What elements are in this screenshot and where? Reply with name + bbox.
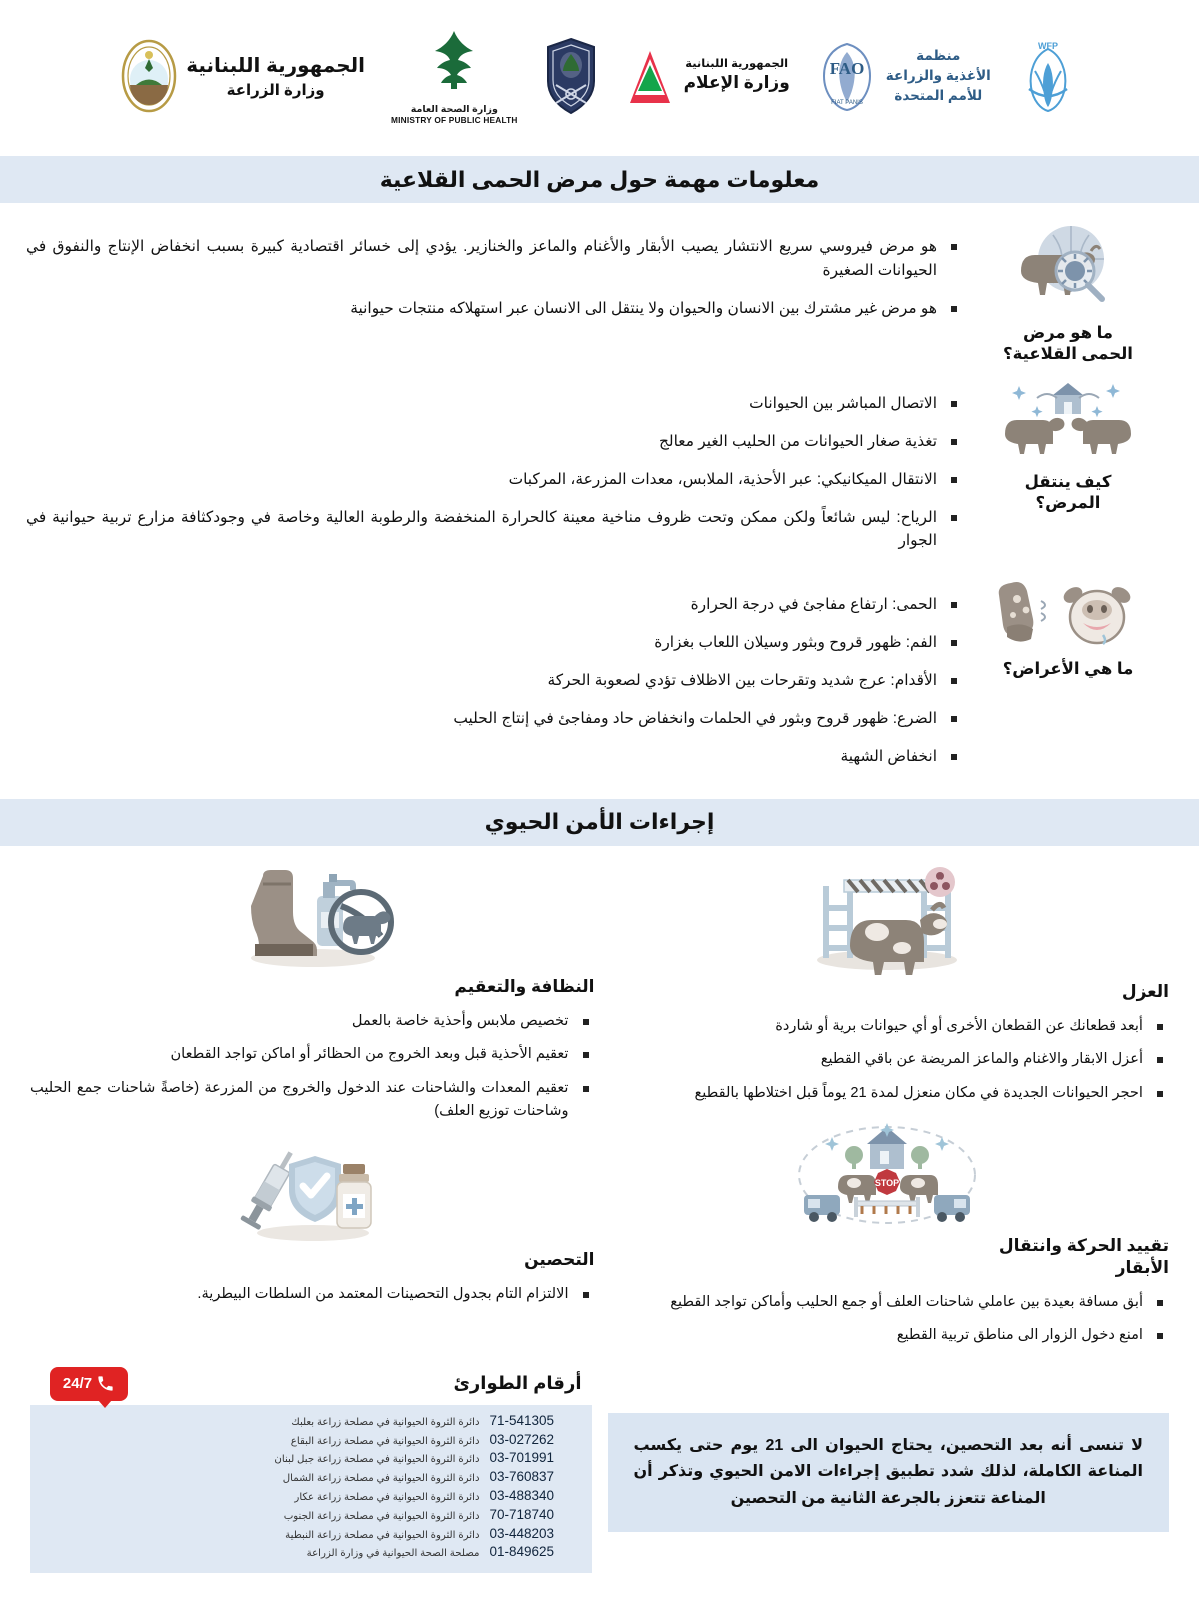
badge-24-7 [50,1367,128,1401]
bullet-item: الفم: ظهور قروح وبثور وسيلان اللعاب بغزارة [26,631,963,655]
biosecurity-section [0,846,1199,1363]
bio-head-vaccination [30,1138,595,1243]
bullet-item: الحمى: ارتفاع مفاجئ في درجة الحرارة [26,593,963,617]
security-shield-icon [544,37,598,115]
info-row-what-is-fmd [26,215,1173,366]
phone-department: دائرة الثروة الحيوانية في مصلحة زراعة الشمال [282,1473,480,1485]
footer-right-column [608,1367,1170,1532]
phone-number[interactable]: 03-701991 [489,1450,555,1466]
republic-label: الجمهورية اللبنانية [186,54,366,77]
bullet-item: الأقدام: عرج شديد وتقرحات بين الاظلاف تؤدي لصعوبة الحركة [26,669,963,693]
icon-col-transmission [963,372,1173,515]
biosecurity-right-column [605,860,1170,1363]
section1-banner [0,156,1199,203]
wfp-emblem-icon [1017,37,1079,115]
table-row [40,1507,582,1524]
phone-department: مصلحة الصحة الحيوانية في وزارة الزراعة [306,1548,480,1560]
bio-head-movement-restriction [605,1121,1170,1229]
bio-title-hygiene: النظافة والتعقيم [454,976,595,996]
phone-department: دائرة الثروة الحيوانية في مصلحة زراعة النبطية [285,1529,480,1541]
body-symptoms [26,573,963,782]
body-what-is-fmd [26,215,963,335]
body-transmission [26,372,963,567]
bio-block-movement-restriction [605,1121,1170,1347]
bullet-item: أعزل الابقار والاغنام والماعز المريضة عن باقي القطيع [605,1048,1170,1071]
bullet-item: احجر الحيوانات الجديدة في مكان منعزل لمدة 21 يوماً قبل اختلاطها بالقطيع [605,1082,1170,1105]
bullet-item: الاتصال المباشر بين الحيوانات [26,392,963,416]
two-cows-transmission-icon [993,376,1143,468]
bullet-item: الالتزام التام بجدول التحصينات المعتمد من السلطات البيطرية. [30,1283,595,1306]
bullet-item: امنع دخول الزوار الى مناطق تربية القطيع [605,1324,1170,1347]
bullet-item: تغذية صغار الحيوانات من الحليب الغير معالج [26,430,963,454]
svg-text:FAO: FAO [829,59,865,78]
svg-text:FIAT PANIS: FIAT PANIS [830,100,863,106]
bio-title-movement-restriction: تقييد الحركة وانتقال الأبقار [998,1235,1169,1277]
badge-24-7-label: 24/7 [62,1375,93,1393]
agriculture-ministry-label: وزارة الزراعة [226,81,325,99]
phone-department: دائرة الثروة الحيوانية في مصلحة زراعة عكار [294,1492,480,1504]
table-row [40,1413,582,1430]
table-row [40,1469,582,1486]
table-row [40,1488,582,1505]
biosecurity-left-column [30,860,595,1363]
bullet-item: تخصيص ملابس وأحذية خاصة بالعمل [30,1010,595,1033]
phone-number[interactable]: 03-760837 [489,1469,555,1485]
syringe-shield-vaccine-bottle-icon [225,1138,400,1243]
bio-block-vaccination [30,1138,595,1306]
phone-number[interactable]: 03-448203 [489,1525,555,1541]
bio-title-vaccination: التحصين [524,1250,595,1270]
caption-what-is-fmd: ما هو مرض الحمى القلاعية؟ [1003,324,1133,364]
icon-col-what-is-fmd [963,215,1173,366]
bio-head-hygiene [30,860,595,970]
bullet-item: الضرع: ظهور قروح وبثور في الحلمات وانخفاض حاد ومفاجئ في إنتاج الحليب [26,707,963,731]
hoof-and-mouth-lesions-icon [993,577,1143,655]
bullet-item: هو مرض غير مشترك بين الانسان والحيوان ولا ينتقل الى الانسان عبر استهلاكه منتجات حيوانية [26,297,963,321]
phone-department: دائرة الثروة الحيوانية في مصلحة زراعة جبل لبنان [274,1454,480,1466]
bullet-item: تعقيم الأحذية قبل وبعد الخروج من الحظائر أو اماكن تواجد القطعان [30,1043,595,1066]
logo-fao [816,38,991,114]
icon-col-symptoms [963,573,1173,680]
bullet-item: هو مرض فيروسي سريع الانتشار يصيب الأبقار والأغنام والماعز والخنازير. يؤدي إلى خسائر اقتصادية كبيرة بسبب انخفاض الإنتاج والنفوق في الحيوانات الصغيرة [26,235,963,283]
phone-department: دائرة الثروة الحيوانية في مصلحة زراعة الجنوب [283,1510,480,1522]
logo-ministry-of-information [624,45,790,107]
moph-english-label: MINISTRY OF PUBLIC HEALTH [391,115,518,125]
bio-block-isolation [605,860,1170,1105]
logo-lebanese-shield [544,37,598,115]
bio-block-hygiene [30,860,595,1123]
cow-in-fenced-pen-biohazard-icon [792,860,982,975]
bio-title-isolation: العزل [1121,981,1169,1001]
phone-number[interactable]: 01-849625 [489,1544,555,1560]
section2-title: إجراءات الأمن الحيوي [484,809,715,835]
disease-info-section [0,203,1199,795]
caption-symptoms: ما هي الأعراض؟ [1002,660,1134,679]
cedar-tree-health-icon [421,27,487,99]
table-row [40,1432,582,1449]
section1-title: معلومات مهمة حول مرض الحمى القلاعية [379,166,820,192]
table-row [40,1526,582,1543]
fao-emblem-icon [816,38,878,114]
wfp-acronym: WFP [1037,41,1058,51]
phone-department: دائرة الثروة الحيوانية في مصلحة زراعة بعلبك [291,1416,480,1428]
phone-number[interactable]: 03-027262 [489,1431,555,1447]
phone-icon [96,1374,115,1393]
bullet-item: الرياح: ليس شائعاً ولكن ممكن وتحت ظروف مناخية معينة كالحرارة المنخفضة والرطوبة العالية وخاصة في وجودكثافة مزارع تربية حيوانية في الجوار [26,506,963,554]
globe-cow-magnifier-virus-icon [993,219,1143,319]
vaccination-note-box: لا تنسى أنه بعد التحصين، يحتاج الحيوان الى 21 يوم حتى يكسب المناعة الكاملة، لذلك شدد تطبيق إجراءات الامن الحيوي وتذكر أن المناعة تتعزز بالجرعة الثانية من التحصين [608,1413,1170,1532]
farm-stop-sign-trucks-icon [792,1121,982,1229]
caption-transmission: كيف ينتقل المرض؟ [1024,472,1112,513]
table-row [40,1544,582,1561]
emergency-numbers-title: أرقام الطوارئ [453,1373,582,1394]
phone-department: دائرة الثروة الحيوانية في مصلحة زراعة البقاع [290,1435,480,1447]
footer-left-column [30,1367,592,1573]
bio-head-isolation [605,860,1170,975]
logo-ministry-of-public-health [391,27,518,125]
information-republic-label: الجمهورية اللبنانية [685,57,789,70]
bullet-item: الانتقال الميكانيكي: عبر الأحذية، الملابس، معدات المزرعة، المركبات [26,468,963,492]
lebanon-flag-cedar-icon [624,45,676,107]
table-row [40,1450,582,1467]
phone-number[interactable]: 71-541305 [489,1412,555,1428]
footer-section [0,1363,1199,1573]
phone-number[interactable]: 70-718740 [489,1506,555,1522]
boot-spray-no-cattle-icon [225,860,400,970]
info-row-transmission [26,372,1173,567]
section2-banner [0,799,1199,846]
info-row-symptoms [26,573,1173,782]
bullet-item: تعقيم المعدات والشاحنات عند الدخول والخروج من المزرعة (خاصةً شاحنات جمع الحليب وشاحنات توزيع العلف) [30,1077,595,1122]
logo-wfp [1017,37,1079,115]
partner-logo-bar [0,0,1199,152]
logo-ministry-of-agriculture [120,39,365,113]
lebanon-agriculture-crest-icon [120,39,178,113]
phone-number[interactable]: 03-488340 [489,1488,555,1504]
bullet-item: أبعد قطعانك عن القطعان الأخرى أو أي حيوانات برية أو شاردة [605,1015,1170,1038]
information-ministry-label: وزارة الإعلام [683,73,790,93]
svg-text:STOP: STOP [874,1177,899,1188]
fao-arabic-label: منظمة الأغذية والزراعة للأمم المتحدة [885,47,991,104]
emergency-phone-table [30,1405,592,1573]
moph-arabic-label: وزارة الصحة العامة [410,104,498,115]
bullet-item: أبق مسافة بعيدة بين عاملي شاحنات العلف أو جمع الحليب وأماكن تواجد القطيع [605,1291,1170,1314]
bullet-item: انخفاض الشهية [26,745,963,769]
